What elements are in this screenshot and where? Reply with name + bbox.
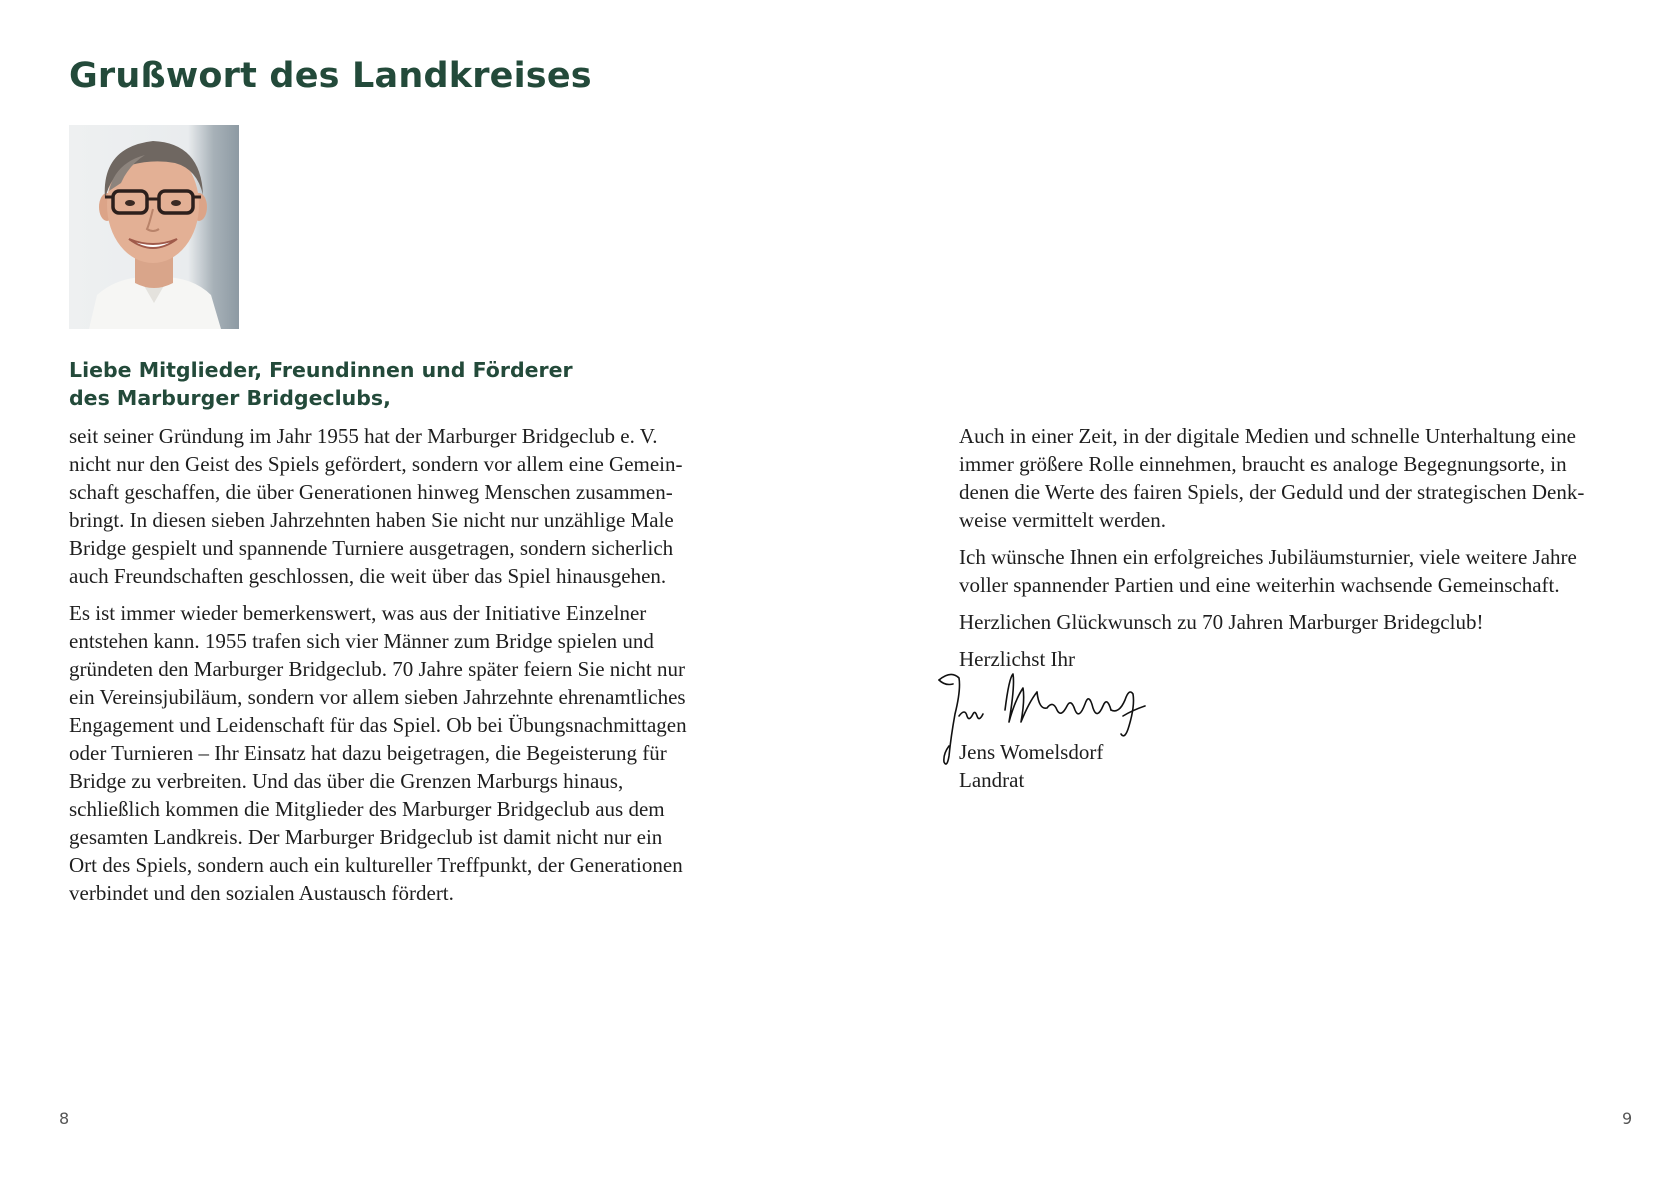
right-page	[839, 0, 1678, 1190]
portrait-illustration	[69, 125, 239, 329]
portrait-photo	[69, 125, 239, 329]
signer-name: Jens Womelsdorf	[959, 740, 1104, 764]
text-line: nicht nur den Geist des Spiels gefördert, sondern vor allem eine Gemein-	[69, 452, 683, 476]
salutation-line: Liebe Mitglieder, Freundinnen und Förderer	[69, 358, 573, 382]
text-line: gründeten den Marburger Bridgeclub. 70 Jahre später feiern Sie nicht nur	[69, 657, 685, 681]
text-line: Ort des Spiels, sondern auch ein kultureller Treffpunkt, der Generationen	[69, 853, 683, 877]
signer-title: Landrat	[959, 768, 1025, 792]
closing-line: Herzlichst Ihr	[959, 647, 1076, 671]
salutation	[69, 356, 709, 412]
signer-block	[959, 738, 1359, 794]
paragraph	[959, 543, 1639, 599]
paragraph	[959, 608, 1639, 636]
paragraph	[69, 422, 769, 590]
page-title: Grußwort des Landkreises	[69, 56, 592, 96]
text-line: immer größere Rolle einnehmen, braucht es analoge Begegnungsorte, in	[959, 452, 1567, 476]
text-line: Bridge zu verbreiten. Und das über die Grenzen Marburgs hinaus,	[69, 769, 624, 793]
text-line: Auch in einer Zeit, in der digitale Medien und schnelle Unterhaltung eine	[959, 424, 1576, 448]
text-line: Es ist immer wieder bemerkenswert, was aus der Initiative Einzelner	[69, 601, 647, 625]
salutation-line: des Marburger Bridgeclubs,	[69, 386, 391, 410]
page-number: 9	[1622, 1109, 1633, 1128]
text-line: gesamten Landkreis. Der Marburger Bridgeclub ist damit nicht nur ein	[69, 825, 663, 849]
paragraph	[959, 645, 1639, 673]
page-number: 8	[59, 1109, 70, 1128]
text-line: Bridge gespielt und spannende Turniere ausgetragen, sondern sicherlich	[69, 536, 674, 560]
paragraph	[959, 422, 1639, 534]
text-line: denen die Werte des fairen Spiels, der Geduld und der strategischen Denk-	[959, 480, 1585, 504]
text-line: oder Turnieren – Ihr Einsatz hat dazu beigetragen, die Begeisterung für	[69, 741, 667, 765]
text-line: weise vermittelt werden.	[959, 508, 1167, 532]
text-line: seit seiner Gründung im Jahr 1955 hat der Marburger Bridgeclub e. V.	[69, 424, 658, 448]
text-line: schließlich kommen die Mitglieder des Marburger Bridgeclub aus dem	[69, 797, 665, 821]
left-column-text	[69, 422, 769, 907]
text-line: Herzlichen Glückwunsch zu 70 Jahren Marburger Bridegclub!	[959, 610, 1484, 634]
text-line: entstehen kann. 1955 trafen sich vier Männer zum Bridge spielen und	[69, 629, 654, 653]
right-column-text	[959, 422, 1639, 673]
text-line: verbindet und den sozialen Austausch fördert.	[69, 881, 454, 905]
paragraph	[69, 599, 769, 907]
text-line: voller spannender Partien und eine weiterhin wachsende Gemeinschaft.	[959, 573, 1560, 597]
text-line: Ich wünsche Ihnen ein erfolgreiches Jubiläumsturnier, viele weitere Jahre	[959, 545, 1577, 569]
text-line: schaft geschaffen, die über Generationen hinweg Menschen zusammen-	[69, 480, 673, 504]
text-line: bringt. In diesen sieben Jahrzehnten haben Sie nicht nur unzählige Male	[69, 508, 674, 532]
text-line: auch Freundschaften geschlossen, die weit über das Spiel hinausgehen.	[69, 564, 667, 588]
text-line: ein Vereinsjubiläum, sondern vor allem sieben Jahrzehnte ehrenamtliches	[69, 685, 686, 709]
text-line: Engagement und Leidenschaft für das Spiel. Ob bei Übungsnachmittagen	[69, 713, 687, 737]
